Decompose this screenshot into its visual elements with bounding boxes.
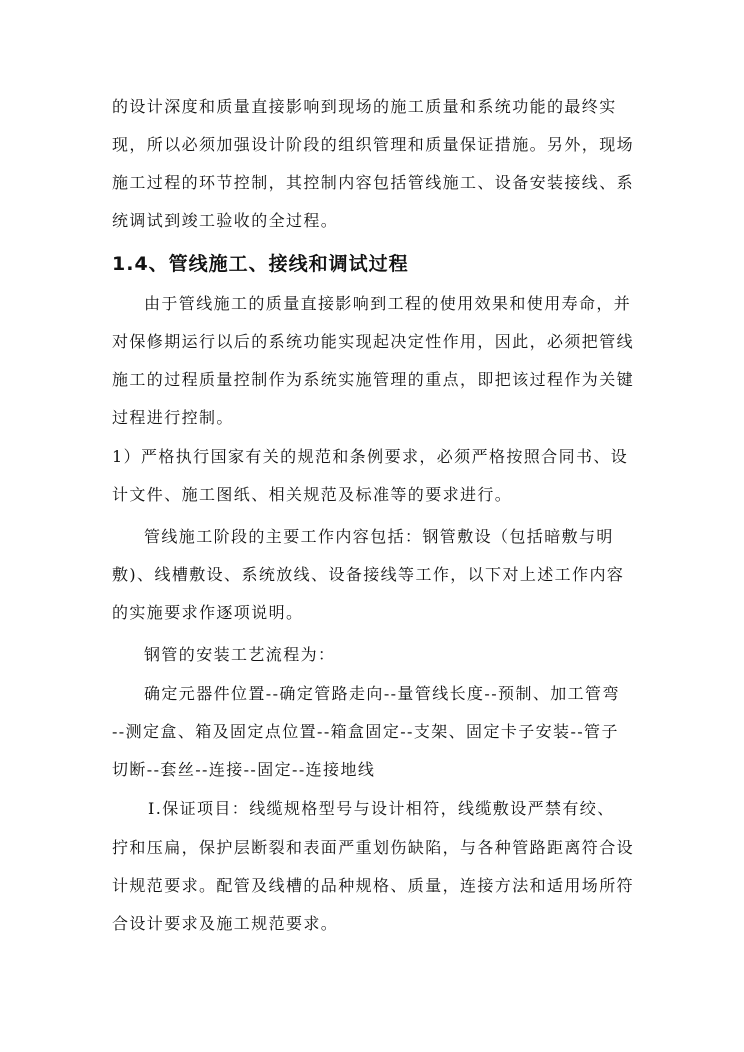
body-text-line: 管线施工阶段的主要工作内容包括：钢管敷设（包括暗敷与明 [144, 527, 614, 546]
body-text-line: 的设计深度和质量直接影响到现场的施工质量和系统功能的最终实 [112, 97, 617, 116]
body-text-line: 切断--套丝--连接--固定--连接地线 [112, 760, 376, 779]
body-text-line: 确定元器件位置--确定管路走向--量管线长度--预制、加工管弯 [144, 684, 620, 703]
section-heading: 1.4、管线施工、接线和调试过程 [112, 253, 409, 275]
body-text-line: 施工的过程质量控制作为系统实施管理的重点，即把该过程作为关键 [112, 370, 635, 389]
body-text-line: --测定盒、箱及固定点位置--箱盒固定--支架、固定卡子安装--管子 [112, 722, 619, 741]
body-text-line: 拧和压扁，保护层断裂和表面严重划伤缺陷，与各种管路距离符合设 [112, 838, 635, 857]
body-text-line: 敷)、线槽敷设、系统放线、设备接线等工作，以下对上述工作内容 [112, 565, 625, 584]
body-text-line: 过程进行控制。 [112, 408, 234, 427]
body-text-line: 计规范要求。配管及线槽的品种规格、质量，连接方法和适用场所符 [112, 876, 635, 895]
body-text-line: 钢管的安装工艺流程为： [144, 645, 336, 664]
body-text-line: 对保修期运行以后的系统功能实现起决定性作用，因此，必须把管线 [112, 332, 635, 351]
body-text-line: 由于管线施工的质量直接影响到工程的使用效果和使用寿命，并 [144, 294, 632, 313]
body-text-line: 合设计要求及施工规范要求。 [112, 914, 339, 933]
body-text-line: 统调试到竣工验收的全过程。 [112, 211, 339, 230]
body-text-line: 的实施要求作逐项说明。 [112, 603, 304, 622]
body-text-line: 施工过程的环节控制，其控制内容包括管线施工、设备安装接线、系 [112, 173, 635, 192]
body-text-line: 计文件、施工图纸、相关规范及标准等的要求进行。 [112, 485, 513, 504]
body-text-line: 现，所以必须加强设计阶段的组织管理和质量保证措施。另外，现场 [112, 135, 635, 154]
body-text-line: Ⅰ.保证项目：线缆规格型号与设计相符，线缆敷设严禁有绞、 [148, 799, 615, 818]
body-text-line: 1）严格执行国家有关的规范和条例要求，必须严格按照合同书、设 [112, 447, 629, 466]
